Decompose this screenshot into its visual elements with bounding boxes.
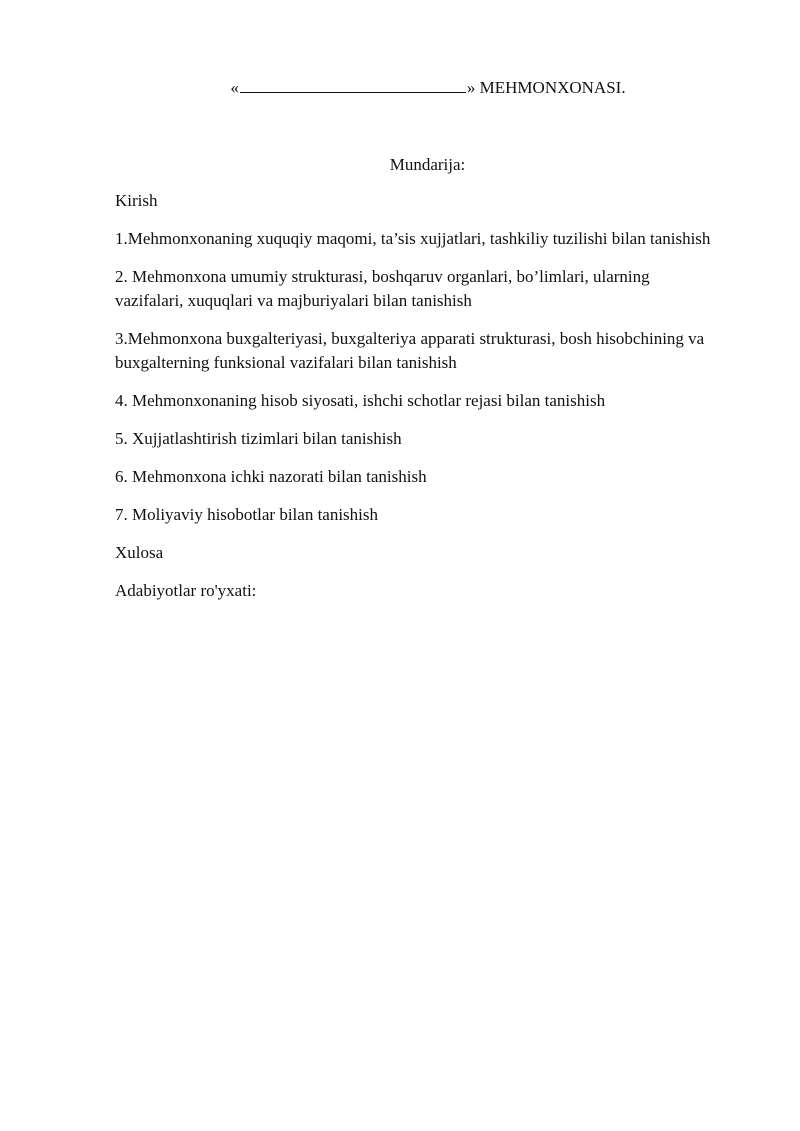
toc-item-references: Adabiyotlar ro'yxati:	[115, 581, 257, 600]
toc-item-3: 3.Mehmonxona buxgalteriyasi, buxgalteriya apparati strukturasi, bosh hisobchining va buxgalterning funksional vazifalari bilan tanishish	[115, 329, 705, 372]
toc-item-1: 1.Mehmonxonaning xuquqiy maqomi, ta’sis xujjatlari, tashkiliy tuzilishi bilan tanishish	[115, 229, 711, 248]
table-of-contents	[115, 189, 715, 617]
open-quote: «	[230, 78, 239, 97]
hotel-title-line	[0, 76, 800, 100]
toc-item-6: 6. Mehmonxona ichki nazorati bilan tanishish	[115, 467, 427, 486]
toc-item-2: 2. Mehmonxona umumiy strukturasi, boshqaruv organlari, bo’limlari, ularning vazifalari, xuquqlari va majburiyalari bilan tanishish	[115, 267, 650, 310]
toc-title: Mundarija:	[389, 155, 466, 174]
toc-item-5: 5. Xujjatlashtirish tizimlari bilan tanishish	[115, 429, 402, 448]
toc-item-7: 7. Moliyaviy hisobotlar bilan tanishish	[115, 505, 379, 524]
toc-item-intro: Kirish	[115, 191, 158, 210]
hotel-name-blank	[240, 78, 466, 93]
close-quote: »	[466, 78, 476, 97]
hotel-title: MEHMONXONASI.	[479, 78, 626, 97]
toc-item-conclusion: Xulosa	[115, 543, 164, 562]
toc-item-4: 4. Mehmonxonaning hisob siyosati, ishchi schotlar rejasi bilan tanishish	[115, 391, 606, 410]
